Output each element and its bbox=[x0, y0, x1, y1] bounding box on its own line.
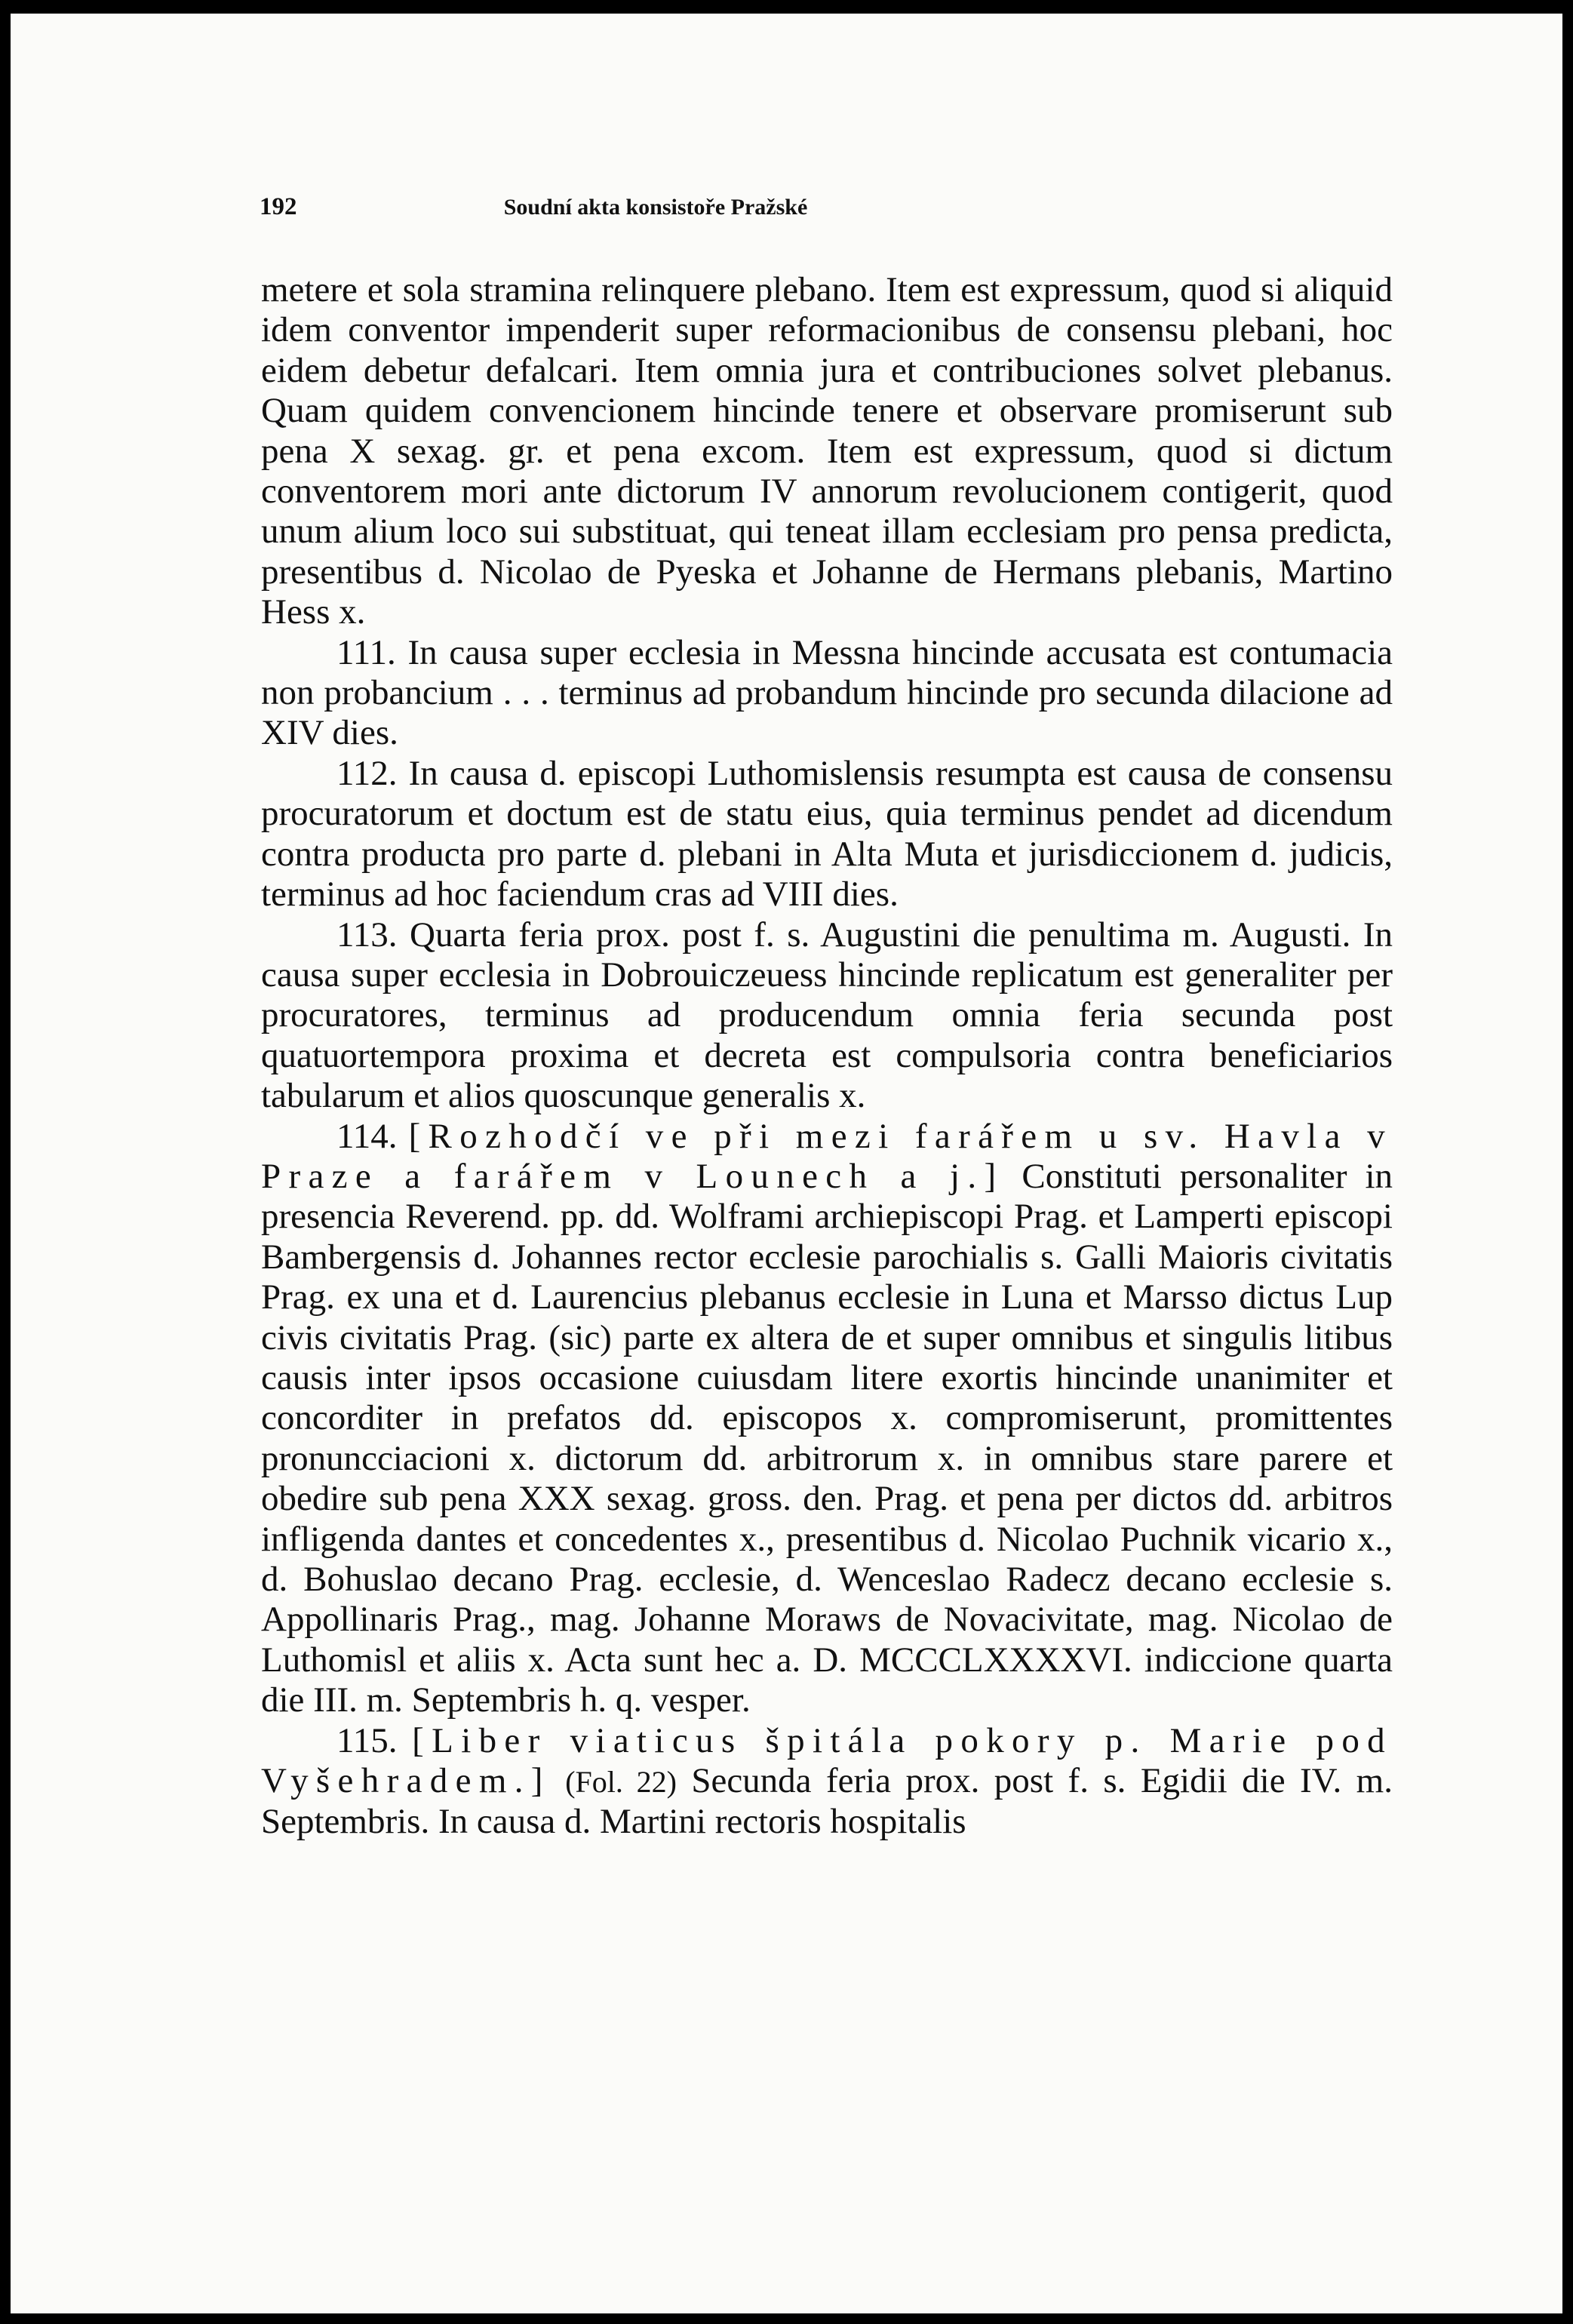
paragraph-115 bbox=[261, 1721, 1393, 1843]
entry-number: 114. bbox=[336, 1116, 398, 1156]
document-page bbox=[11, 14, 1562, 2313]
paragraph-114 bbox=[261, 1117, 1393, 1721]
entry-number: 115. bbox=[336, 1720, 398, 1760]
paragraph-111: 111. In causa super ecclesia in Messna hincinde accusata est contumacia non probancium . . . terminus ad probandum hincinde pro secunda dilacione ad XIV dies. bbox=[261, 632, 1393, 753]
paragraph-112: 112. In causa d. episcopi Luthomislensis resumpta est causa de consensu procuratorum et doctum est de statu eius, quia terminus pendet ad dicendum contra producta pro parte d. plebani in Alta Muta et jurisdiccionem d. judicis, terminus ad hoc faciendum cras ad VIII dies. bbox=[261, 753, 1393, 915]
czech-summary-heading: [Rozhodčí ve při mezi farářem u sv. Havla v Praze a farářem v Lounech a j.] bbox=[261, 1116, 1393, 1196]
paragraph-continuation: metere et sola stramina relinquere plebano. Item est expressum, quod si aliquid idem conventor impenderit super reformacionibus de consensu plebani, hoc eidem debetur defalcari. Item omnia jura et contribuciones solvet plebanus. Quam quidem convencionem hincinde tenere et observare promiserunt sub pena X sexag. gr. et pena excom. Item est expressum, quod si dictum conventorem mori ante dictorum IV annorum revolucionem contigerit, quod unum alium loco sui substituat, qui teneat illam ecclesiam pro pensa predicta, presentibus d. Nicolao de Pyeska et Johanne de Hermans plebanis, Martino Hess x. bbox=[261, 270, 1393, 632]
paragraph-113: 113. Quarta feria prox. post f. s. Augustini die penultima m. Augusti. In causa super ecclesia in Dobrouiczeuess hincinde replicatum est generaliter per procuratores, terminus ad producendum omnia feria secunda post quatuortempora proxima et decreta est compulsoria contra beneficiarios tabularum et alios quoscunque generalis x. bbox=[261, 915, 1393, 1116]
folio-reference: (Fol. 22) bbox=[565, 1765, 677, 1800]
entry-text: Secunda feria prox. post f. s. Egidii die IV. m. Septembris. In causa d. Martini rectoris hospitalis bbox=[261, 1761, 1393, 1842]
czech-summary-heading: [Liber viaticus špitála pokory p. Marie pod Vyšehradem.] bbox=[261, 1720, 1393, 1801]
body-text bbox=[261, 270, 1393, 1843]
page-number: 192 bbox=[260, 193, 297, 220]
running-title: Soudní akta konsistoře Pražské bbox=[503, 195, 808, 220]
page-header bbox=[260, 193, 1052, 231]
entry-text: Constituti personaliter in presencia Reverend. pp. dd. Wolframi archiepiscopi Prag. et Lamperti episcopi Bambergensis d. Johannes rector ecclesie parochialis s. Galli Maioris civitatis Prag. ex una et d. Laurencius plebanus ecclesie in Luna et Marsso dictus Lup civis civitatis Prag. (sic) parte ex altera de et super omnibus et singulis litibus causis inter ipsos occasione cuiusdam litere exortis hincinde unanimiter et concorditer in prefatos dd. episcopos x. compromiserunt, promittentes pronuncciacioni x. dictorum dd. arbitrorum x. in omnibus stare parere et obedire sub pena XXX sexag. gross. den. Prag. et pena per dictos dd. arbitros infligenda dantes et concedentes x., presentibus d. Nicolao Puchnik vicario x., d. Bohuslao decano Prag. ecclesie, d. Wenceslao Radecz decano ecclesie s. Appollinaris Prag., mag. Johanne Moraws de Novacivitate, mag. Nicolao de Luthomisl et aliis x. Acta sunt hec a. D. MCCCLXXXXVI. indiccione quarta die III. m. Septembris h. q. vesper. bbox=[261, 1156, 1393, 1720]
